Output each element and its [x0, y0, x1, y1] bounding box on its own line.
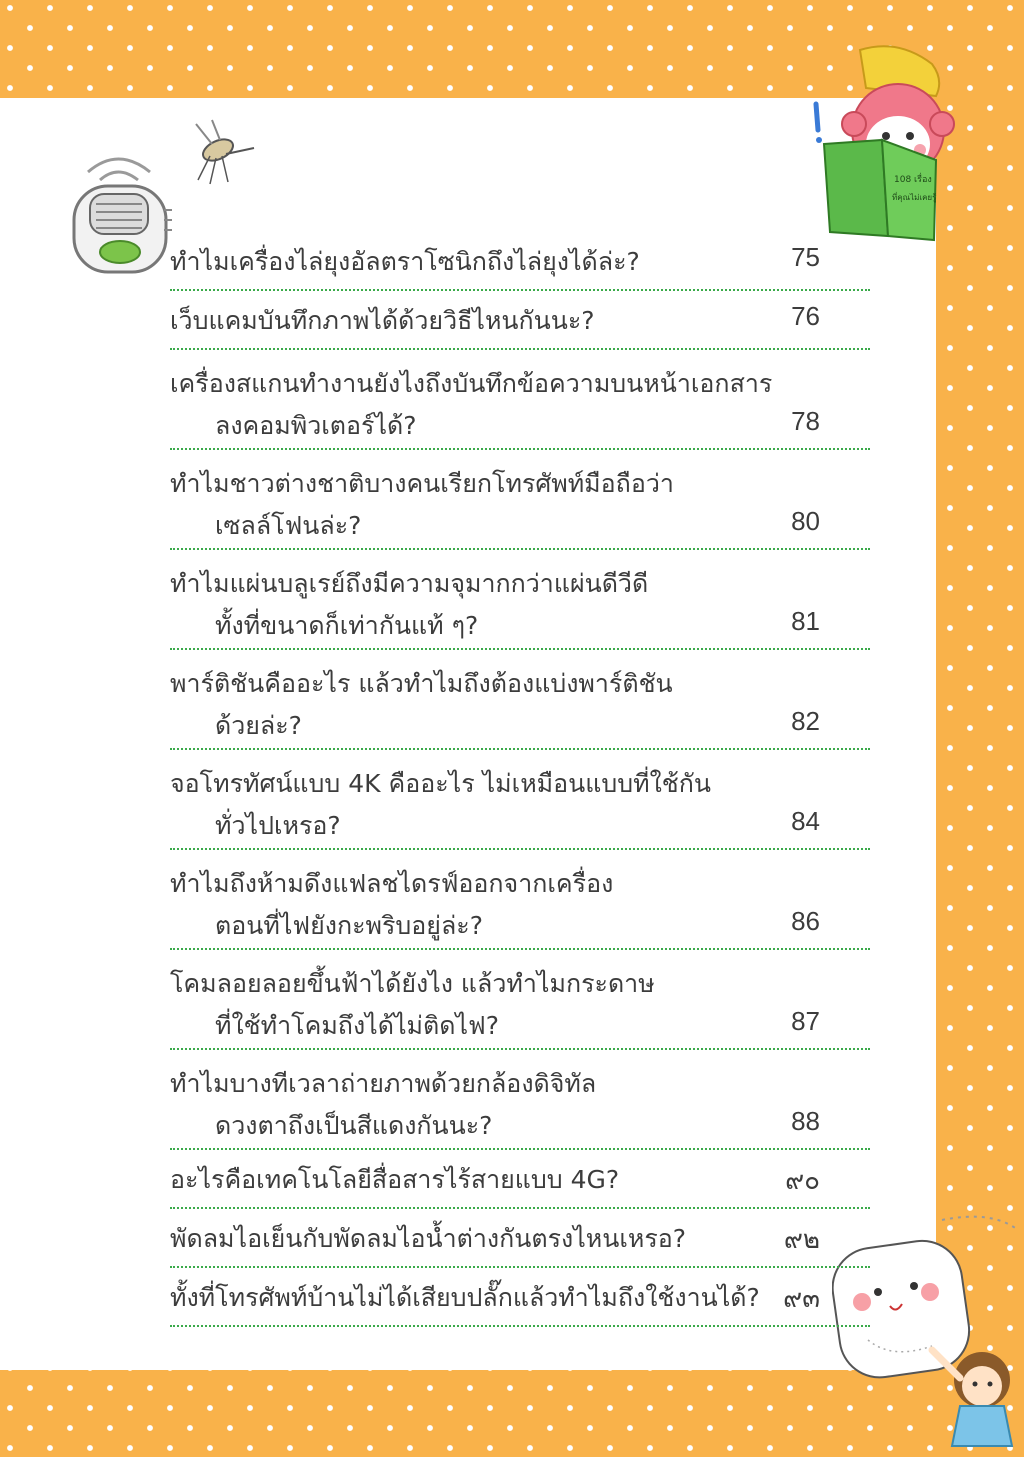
toc-page-number: 86	[791, 906, 820, 936]
toc-entry-title-continued: ด้วยล่ะ?	[215, 711, 302, 740]
toc-entry[interactable]	[170, 750, 870, 850]
ultrasonic-repeller-icon	[60, 128, 180, 278]
toc-page-number: 80	[791, 506, 820, 536]
toc-page-number: 81	[791, 606, 820, 636]
toc-entry-title-continued: ทั่วไปเหรอ?	[215, 811, 341, 840]
toc-entry[interactable]	[170, 850, 870, 950]
toc-page-number: ๙๒	[783, 1224, 820, 1254]
toc-page-number: 88	[791, 1106, 820, 1136]
toc-entry[interactable]	[170, 1150, 870, 1209]
toc-entry-title: ทำไมบางทีเวลาถ่ายภาพด้วยกล้องดิจิทัล	[170, 1069, 597, 1098]
toc-entry-title: พาร์ติชันคืออะไร แล้วทำไมถึงต้องแบ่งพาร์ติชัน	[170, 669, 673, 698]
book-cover-line-2: ที่คุณไม่เคยรู้	[892, 193, 937, 202]
toc-entry-title-continued: ดวงตาถึงเป็นสีแดงกันนะ?	[215, 1111, 493, 1140]
toc-entry-title: อะไรคือเทคโนโลยีสื่อสารไร้สายแบบ 4G?	[170, 1165, 620, 1194]
toc-entry[interactable]	[170, 350, 870, 450]
toc-entry[interactable]	[170, 1268, 870, 1327]
toc-entry-title: ทำไมแผ่นบลูเรย์ถึงมีความจุมากกว่าแผ่นดีวีดี	[170, 569, 649, 598]
toc-entry[interactable]	[170, 232, 870, 291]
toc-page-number: 84	[791, 806, 820, 836]
toc-entry-title-continued: ตอนที่ไฟยังกะพริบอยู่ล่ะ?	[215, 911, 483, 940]
toc-entry-title-continued: ทั้งที่ขนาดก็เท่ากันแท้ ๆ?	[215, 611, 479, 640]
toc-entry[interactable]	[170, 1209, 870, 1268]
toc-page-number: 75	[791, 242, 820, 272]
book-cover-line-1: 108 เรื่อง	[894, 175, 932, 185]
toc-entry-title-continued: ที่ใช้ทำโคมถึงได้ไม่ติดไฟ?	[215, 1011, 500, 1040]
toc-entry-title: ทำไมชาวต่างชาติบางคนเรียกโทรศัพท์มือถือว่า	[170, 469, 674, 498]
toc-page-number: 82	[791, 706, 820, 736]
toc-page-number: 78	[791, 406, 820, 436]
toc-page-number: ๙๐	[785, 1165, 820, 1195]
toc-entry-title-continued: ลงคอมพิวเตอร์ได้?	[215, 411, 417, 440]
toc-entry[interactable]	[170, 550, 870, 650]
toc-page-number: ๙๓	[783, 1283, 820, 1313]
toc-entry-title: พัดลมไอเย็นกับพัดลมไอน้ำต่างกันตรงไหนเหรอ?	[170, 1224, 687, 1253]
toc-entry-title: ทั้งที่โทรศัพท์บ้านไม่ได้เสียบปลั๊กแล้วทำไมถึงใช้งานได้?	[170, 1283, 760, 1312]
toc-entry[interactable]	[170, 650, 870, 750]
toc-entry[interactable]	[170, 1050, 870, 1150]
toc-entry-title-continued: เซลล์โฟนล่ะ?	[215, 511, 362, 540]
mosquito-icon	[182, 118, 262, 188]
toc-entry-title: จอโทรทัศน์แบบ 4K คืออะไร ไม่เหมือนแบบที่ใช้กัน	[170, 769, 712, 798]
monkey-reading-book-icon	[808, 40, 958, 250]
toc-page-number: 76	[791, 301, 820, 331]
toc-entry-title: ทำไมเครื่องไล่ยุงอัลตราโซนิกถึงไล่ยุงได้ล่ะ?	[170, 247, 640, 276]
toc-page-number: 87	[791, 1006, 820, 1036]
toc-entry[interactable]	[170, 291, 870, 350]
toc-entry-title: โคมลอยลอยขึ้นฟ้าได้ยังไง แล้วทำไมกระดาษ	[170, 969, 655, 998]
table-of-contents	[170, 232, 870, 1327]
toc-entry[interactable]	[170, 450, 870, 550]
toc-entry-title: ทำไมถึงห้ามดึงแฟลชไดรฟ์ออกจากเครื่อง	[170, 869, 614, 898]
toc-entry-title: เครื่องสแกนทำงานยังไงถึงบันทึกข้อความบนหน้าเอกสาร	[170, 369, 773, 398]
toc-entry-title: เว็บแคมบันทึกภาพได้ด้วยวิธีไหนกันนะ?	[170, 306, 595, 335]
toc-entry[interactable]	[170, 950, 870, 1050]
